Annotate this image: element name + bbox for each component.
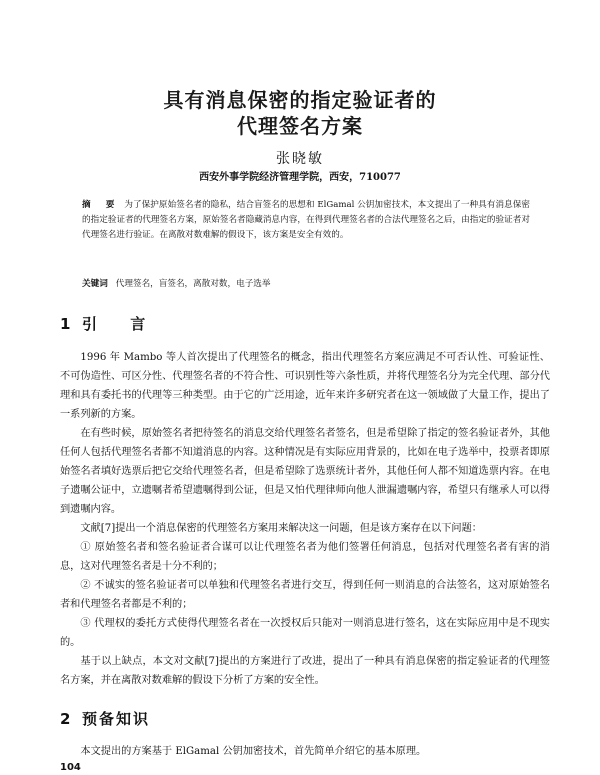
list-item: ③ 代理权的委托方式使得代理签名者在一次授权后只能对一则消息进行签名，这在实际应用中是不现实的。 [60, 618, 550, 648]
abstract-label: 摘 要 [82, 200, 121, 210]
abstract [82, 198, 530, 243]
paragraph: 1996 年 Mambo 等人首次提出了代理签名的概念，指出代理签名方案应满足不可否认性、可验证性、不可伪造性、可区分性、代理签名者的不符合性、可识别性等六条性质，并将代理签名分为完全代理、部分代理和具有委托书的代理等三种类型。由于它的广泛用途，近年来许多研究者在这一领域做了大量工作，提出了一系列新的方案。 [60, 352, 550, 420]
section-title: 预备知识 [82, 710, 151, 728]
section-heading-preliminaries [60, 708, 150, 729]
paper-title-line-2: 代理签名方案 [237, 114, 363, 138]
author-name: 张晓敏 [276, 151, 324, 167]
section-heading-introduction [60, 313, 159, 334]
keywords [82, 277, 530, 289]
section-number: 1 [60, 315, 71, 333]
page-number: 104 [60, 762, 81, 773]
section-number: 2 [60, 710, 71, 728]
preliminaries-body [60, 742, 550, 761]
introduction-body [60, 348, 550, 690]
keywords-label: 关键词 [82, 279, 108, 289]
section-title: 引 言 [82, 315, 160, 333]
paragraph: 基于以上缺点，本文对文献[7]提出的方案进行了改进，提出了一种具有消息保密的指定验证者的代理签名方案，并在离散对数难解的假设下分析了方案的安全性。 [60, 656, 550, 686]
keywords-text: 代理签名，盲签名，离散对数，电子选举 [115, 279, 271, 289]
paragraph: 在有些时候，原始签名者把待签名的消息交给代理签名者签名，但是希望除了指定的签名验证者外，其他任何人包括代理签名者都不知道消息的内容。这种情况是有实际应用背景的，比如在电子选举中，投票者即原始签名者填好选票后把它交给代理签名者，但是希望除了选票统计者外，其他任何人都不知道选票内容。在电子遗嘱公证中，立遗嘱者希望遗嘱得到公证，但是又怕代理律师向他人泄漏遗嘱内容，希望只有继承人可以得到遗嘱内容。 [60, 428, 550, 515]
paragraph: 文献[7]提出一个消息保密的代理签名方案用来解决这一问题，但是该方案存在以下问题： [80, 523, 482, 534]
paragraph: 本文提出的方案基于 ElGamal 公钥加密技术，首先简单介绍它的基本原理。 [80, 746, 427, 757]
abstract-text: 为了保护原始签名者的隐私，结合盲签名的思想和 ElGamal 公钥加密技术，本文提出了一种具有消息保密的指定验证者的代理签名方案，原始签名者隐藏消息内容，在得到代理签名者的合法代理签名之后，由指定的验证者对代理签名进行验证。在离散对数难解的假设下，该方案是安全有效的。 [82, 200, 530, 240]
list-item: ① 原始签名者和签名验证者合谋可以让代理签名者为他们签署任何消息，包括对代理签名者有害的消息，这对代理签名者是十分不利的； [60, 542, 550, 572]
list-item: ② 不诚实的签名验证者可以单独和代理签名者进行交互，得到任何一则消息的合法签名，这对原始签名者和代理签名者都是不利的； [60, 580, 550, 610]
author-affiliation: 西安外事学院经济管理学院，西安，710077 [199, 172, 401, 183]
paper-title-line-1: 具有消息保密的指定验证者的 [163, 88, 437, 112]
